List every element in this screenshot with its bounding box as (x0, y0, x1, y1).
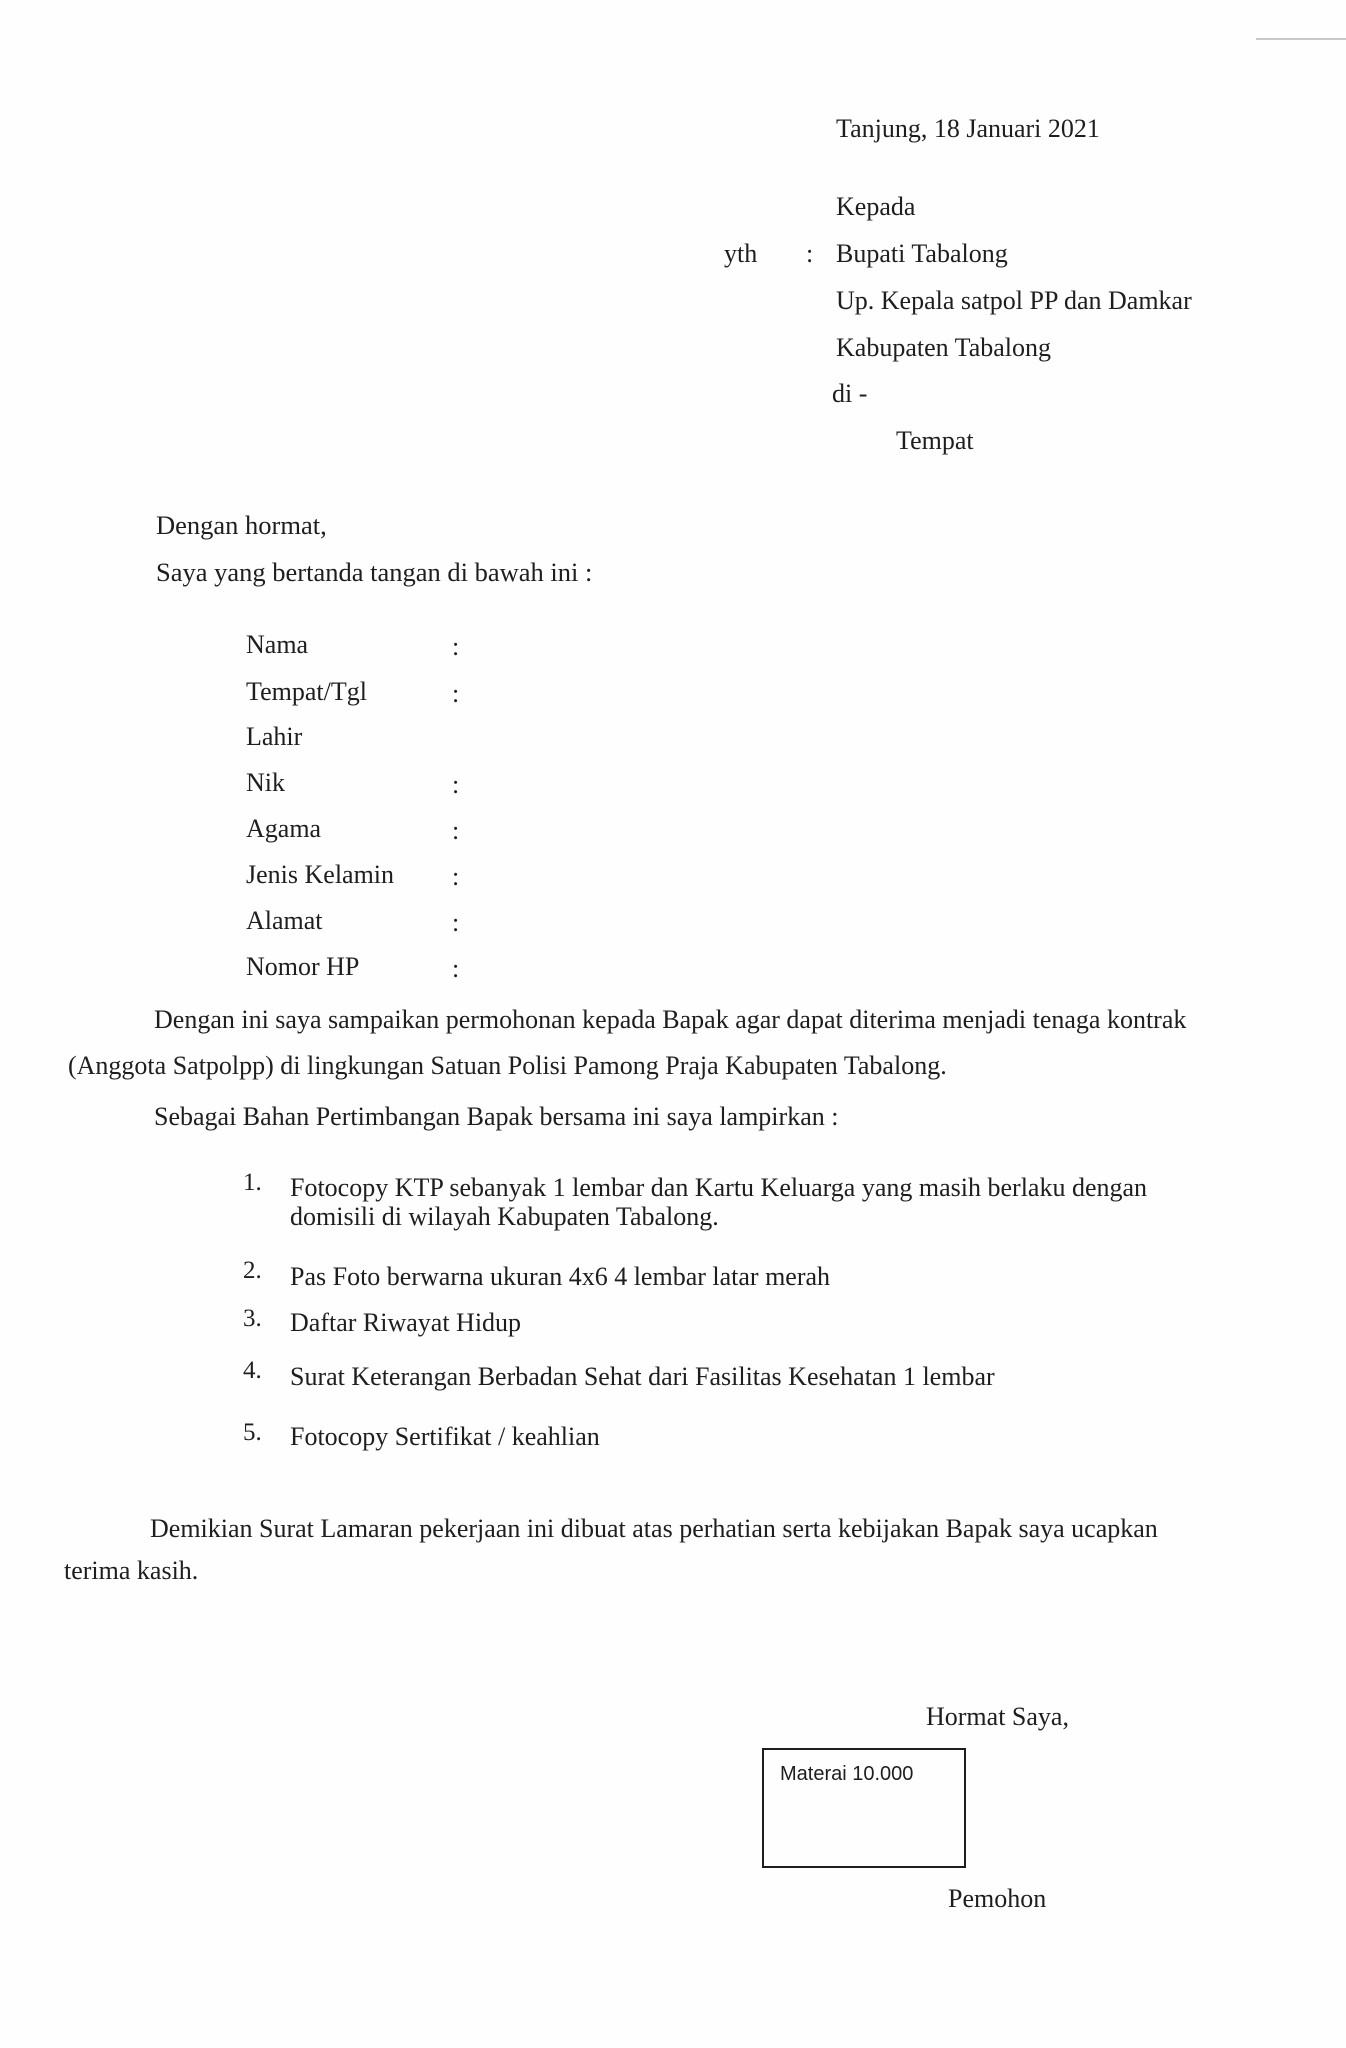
place-date: Tanjung, 18 Januari 2021 (836, 114, 1100, 143)
stamp-duty-box (762, 1748, 966, 1868)
form-colon: : (452, 954, 460, 983)
form-label-lahir: Lahir (246, 722, 303, 751)
regards: Hormat Saya, (926, 1702, 1069, 1731)
form-label-nik: Nik (246, 768, 285, 797)
form-colon: : (452, 770, 460, 799)
recipient-line-1: Bupati Tabalong (836, 239, 1008, 268)
recipient-kepada: Kepada (836, 192, 916, 221)
form-label-jenis-kelamin: Jenis Kelamin (246, 860, 395, 889)
recipient-line-3: Kabupaten Tabalong (836, 333, 1052, 362)
attachment-item-3: Daftar Riwayat Hidup (290, 1308, 522, 1337)
request-line-1: Dengan ini saya sampaikan permohonan kepada Bapak agar dapat diterima menjadi tenaga kontrak (154, 1005, 1187, 1034)
recipient-colon: : (806, 239, 814, 268)
attachments-intro: Sebagai Bahan Pertimbangan Bapak bersama ini saya lampirkan : (154, 1102, 839, 1131)
recipient-tempat: Tempat (896, 426, 974, 455)
recipient-yth: yth (724, 239, 758, 268)
form-colon: : (452, 679, 460, 708)
list-number: 3. (243, 1305, 262, 1332)
form-label-nomor-hp: Nomor HP (246, 952, 360, 981)
closing-line-1: Demikian Surat Lamaran pekerjaan ini dibuat atas perhatian serta kebijakan Bapak saya ucapkan (150, 1514, 1158, 1543)
request-line-2: (Anggota Satpolpp) di lingkungan Satuan Polisi Pamong Praja Kabupaten Tabalong. (68, 1051, 947, 1080)
signer-role: Pemohon (948, 1884, 1047, 1913)
attachment-item-1: Fotocopy KTP sebanyak 1 lembar dan Kartu Keluarga yang masih berlaku dengan (290, 1173, 1148, 1202)
form-colon: : (452, 632, 460, 661)
form-label-agama: Agama (246, 814, 322, 843)
intro-line: Saya yang bertanda tangan di bawah ini : (156, 557, 593, 587)
closing-line-2: terima kasih. (64, 1556, 199, 1585)
stamp-duty-label: Materai 10.000 (780, 1763, 914, 1785)
attachment-item-5: Fotocopy Sertifikat / keahlian (290, 1422, 600, 1451)
form-colon: : (452, 862, 460, 891)
scan-artifact-line (1256, 38, 1346, 40)
list-number: 5. (243, 1419, 262, 1446)
form-label-nama: Nama (246, 630, 309, 659)
form-colon: : (452, 816, 460, 845)
list-number: 4. (243, 1357, 262, 1384)
list-number: 1. (243, 1169, 262, 1196)
form-label-alamat: Alamat (246, 906, 323, 935)
attachment-item-1-cont: domisili di wilayah Kabupaten Tabalong. (290, 1202, 719, 1231)
recipient-di: di - (832, 379, 868, 408)
recipient-line-2: Up. Kepala satpol PP dan Damkar (836, 286, 1192, 315)
list-number: 2. (243, 1257, 262, 1284)
attachment-item-4: Surat Keterangan Berbadan Sehat dari Fasilitas Kesehatan 1 lembar (290, 1362, 995, 1391)
greeting: Dengan hormat, (156, 510, 327, 540)
form-label-tempat-tgl: Tempat/Tgl (246, 677, 367, 706)
attachment-item-2: Pas Foto berwarna ukuran 4x6 4 lembar latar merah (290, 1262, 831, 1291)
form-colon: : (452, 908, 460, 937)
